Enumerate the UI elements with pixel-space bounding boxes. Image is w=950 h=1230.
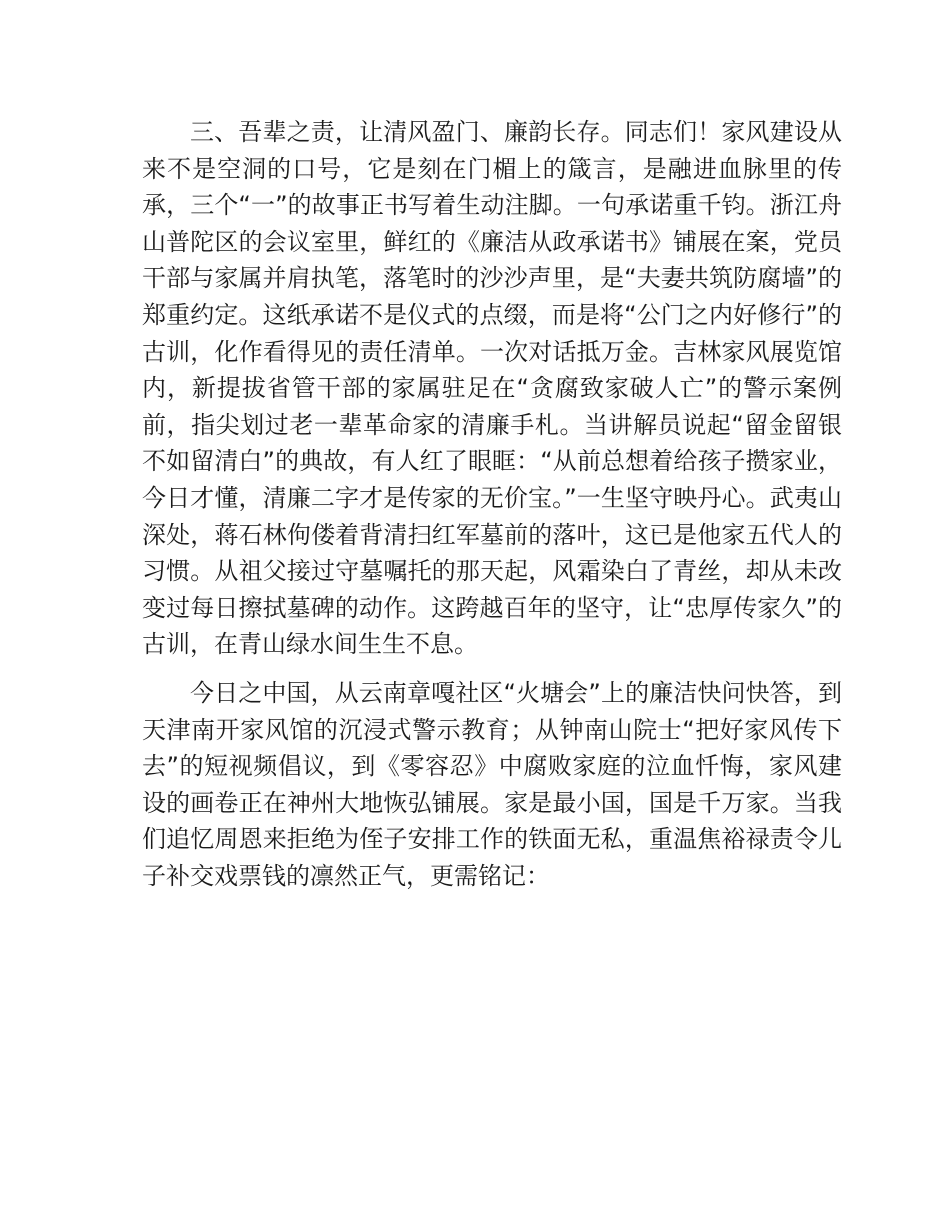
paragraph-todays-china: 今日之中国，从云南章嘎社区“火塘会”上的廉洁快问快答，到天津南开家风馆的沉浸式警示教育；从钟南山院士“把好家风传下去”的短视频倡议，到《零容忍》中腐败家庭的泣血忏悔，家风建设的画卷正在神州大地恢弘铺展。家是最小国，国是千万家。当我们追忆周恩来拒绝为侄子安排工作的铁面无私，重温焦裕禄责令儿子补交戏票钱的凛然正气，更需铭记： — [142, 678, 842, 890]
paragraph-family-values-duty: 三、吾辈之责，让清风盈门、廉韵长存。同志们！家风建设从来不是空洞的口号，它是刻在门楣上的箴言，是融进血脉里的传承，三个“一”的故事正书写着生动注脚。一句承诺重千钧。浙江舟山普陀区的会议室里，鲜红的《廉洁从政承诺书》铺展在案，党员干部与家属并肩执笔，落笔时的沙沙声里，是“夫妻共筑防腐墙”的郑重约定。这纸承诺不是仪式的点缀，而是将“公门之内好修行”的古训，化作看得见的责任清单。一次对话抵万金。吉林家风展览馆内，新提拔省管干部的家属驻足在“贪腐致家破人亡”的警示案例前，指尖划过老一辈革命家的清廉手札。当讲解员说起“留金留银不如留清白”的典故，有人红了眼眶：“从前总想着给孩子攒家业，今日才懂，清廉二字才是传家的无价宝。”一生坚守映丹心。武夷山深处，蒋石林佝偻着背清扫红军墓前的落叶，这已是他家五代人的习惯。从祖父接过守墓嘱托的那天起，风霜染白了青丝，却从未改变过每日擦拭墓碑的动作。这跨越百年的坚守，让“忠厚传家久”的古训，在青山绿水间生生不息。 — [142, 118, 842, 659]
document-body — [142, 114, 842, 894]
